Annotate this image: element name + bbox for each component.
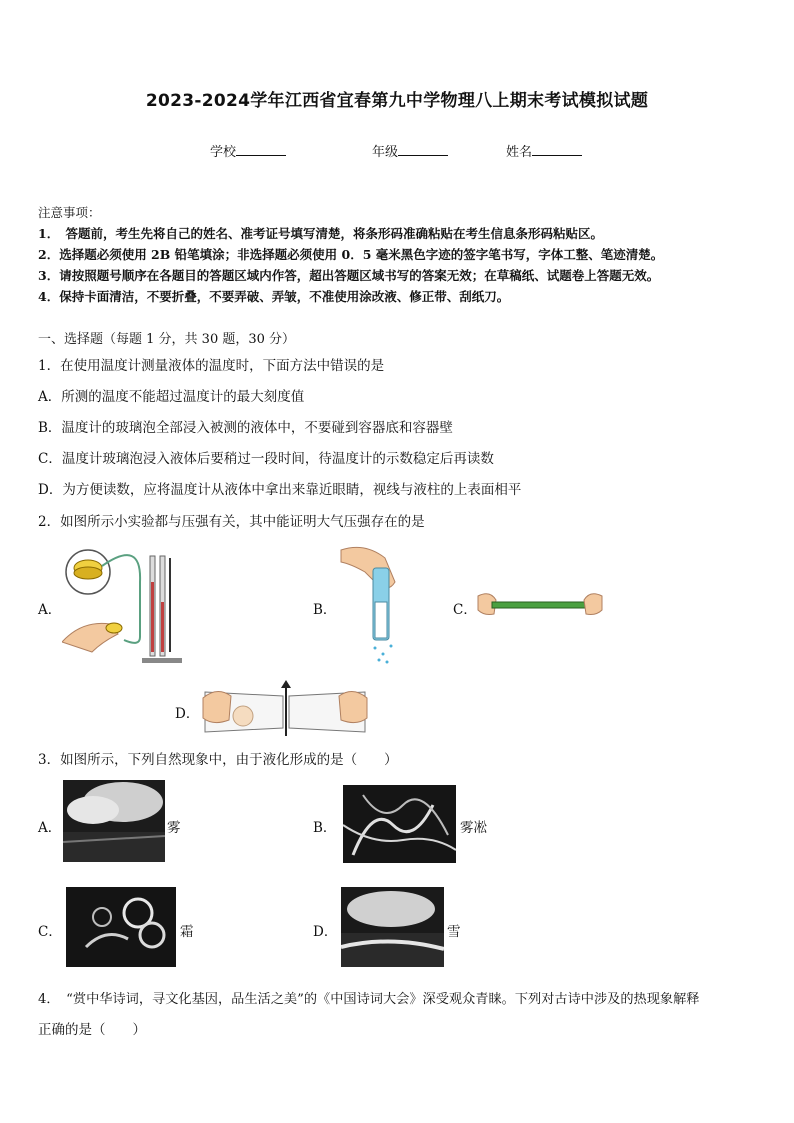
pencil-pressing-figure xyxy=(476,588,604,622)
q1-option: C．温度计玻璃泡浸入液体后要稍过一段时间，待温度计的示数稳定后再读数 xyxy=(38,451,494,467)
school-field xyxy=(210,141,286,160)
section-heading: 一、选择题（每题 1 分，共 30 题，30 分） xyxy=(38,332,296,347)
notes-heading: 注意事项： xyxy=(38,205,101,220)
q3-caption-d: 雪 xyxy=(447,924,461,940)
q4-stem-line1: 4． “赏中华诗词，寻文化基因，品生活之美”的《中国诗词大会》深受观众青睐。下列对古诗中涉及的热现象解释 xyxy=(38,992,700,1007)
q3-caption-b: 雾凇 xyxy=(460,820,487,836)
q1-option: D．为方便读数，应将温度计从液体中拿出来靠近眼睛，视线与液柱的上表面相平 xyxy=(38,482,522,498)
q2-stem: 2．如图所示小实验都与压强有关，其中能证明大气压强存在的是 xyxy=(38,514,425,530)
fog-photo xyxy=(63,780,165,862)
cups-figure xyxy=(201,680,369,740)
grade-blank xyxy=(398,143,448,156)
name-label: 姓名 xyxy=(506,145,533,160)
school-blank xyxy=(236,143,286,156)
q1-option: A．所测的温度不能超过温度计的最大刻度值 xyxy=(38,389,305,405)
q2-label-d: D． xyxy=(175,706,200,722)
frost-photo xyxy=(66,887,176,967)
q3-label-c: C． xyxy=(38,924,62,940)
manometer-figure xyxy=(62,542,188,670)
note-item: 3．请按照题号顺序在各题目的答题区域内作答，超出答题区域书写的答案无效；在草稿纸、试题卷上答题无效。 xyxy=(38,268,660,283)
rime-photo xyxy=(343,785,456,863)
straw-water-figure xyxy=(335,542,405,670)
q1-option: B．温度计的玻璃泡全部浸入被测的液体中，不要碰到容器底和容器壁 xyxy=(38,420,453,436)
page-title: 2023-2024学年江西省宜春第九中学物理八上期末考试模拟试题 xyxy=(145,91,649,111)
note-item: 2．选择题必须使用 2B 铅笔填涂；非选择题必须使用 0．5 毫米黑色字迹的签字笔书写，字体工整、笔迹清楚。 xyxy=(38,247,664,262)
q2-label-a: A． xyxy=(38,602,62,618)
snow-photo xyxy=(341,887,444,967)
q3-label-d: D． xyxy=(313,924,338,940)
q3-label-a: A． xyxy=(38,820,62,836)
q3-caption-a: 雾 xyxy=(167,820,181,836)
q1-stem: 1．在使用温度计测量液体的温度时，下面方法中错误的是 xyxy=(38,358,385,374)
name-blank xyxy=(532,143,582,156)
note-item: 4．保持卡面清洁，不要折叠，不要弄破、弄皱，不准使用涂改液、修正带、刮纸刀。 xyxy=(38,289,510,304)
grade-field xyxy=(372,141,448,160)
name-field xyxy=(506,141,582,160)
grade-label: 年级 xyxy=(372,145,399,160)
q2-label-c: C． xyxy=(453,602,477,618)
note-item: 1． 答题前，考生先将自己的姓名、准考证号填写清楚，将条形码准确粘贴在考生信息条形码粘贴区。 xyxy=(38,226,603,241)
q4-stem-line2: 正确的是（ ） xyxy=(38,1022,146,1038)
q2-label-b: B． xyxy=(313,602,337,618)
q3-label-b: B． xyxy=(313,820,337,836)
q3-stem: 3．如图所示，下列自然现象中，由于液化形成的是（ ） xyxy=(38,752,398,768)
school-label: 学校 xyxy=(210,145,237,160)
q3-caption-c: 霜 xyxy=(180,924,194,940)
